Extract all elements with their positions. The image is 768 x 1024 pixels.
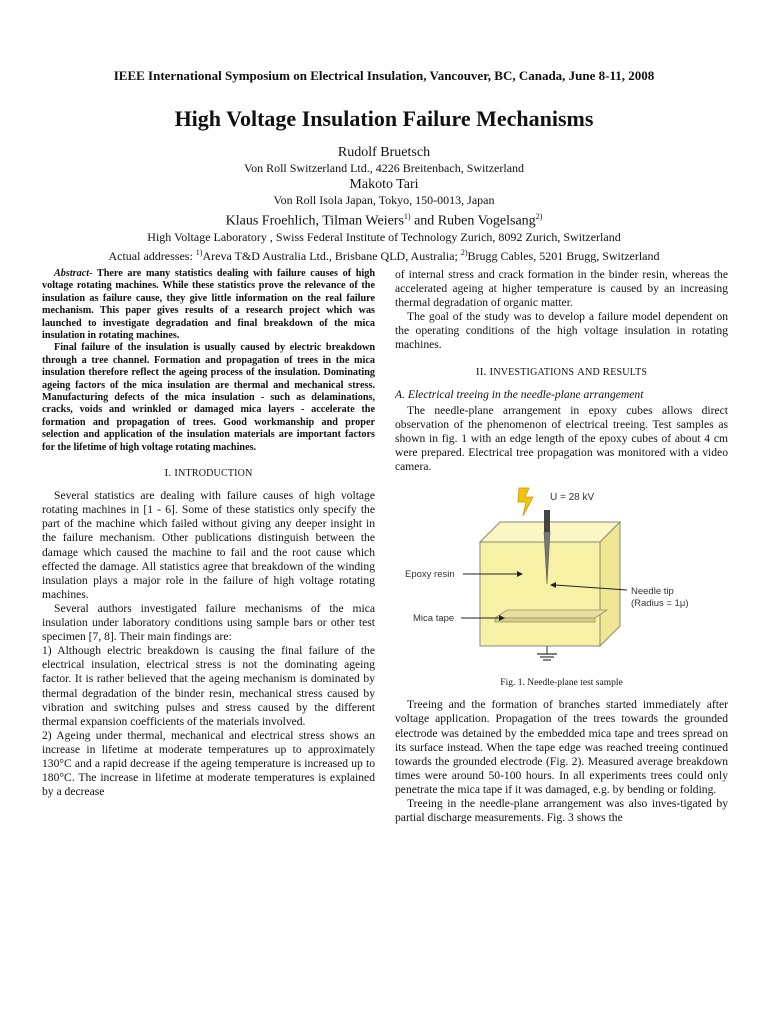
section-heading-investigations <box>395 365 728 380</box>
heading-rest: NTRODUCTION <box>178 468 253 480</box>
author-name: Makoto Tari <box>349 177 419 192</box>
heading-part: R <box>602 365 611 378</box>
heading-part: II. I <box>475 365 494 378</box>
body-paragraph: Treeing and the formation of branches started immediately after voltage application. Propagation of the trees towards the grounded electrode was detained by the embedded mica tape and trees spread on its surface instead. When the tape edge was reached treeing continued towards the grounded electrode (Fig. 2). Measured average breakdown times were around 50-100 hours. In all experiments trees could only penetrate the mica tape if it was damaged, e.g. by bending or folding. <box>395 698 728 796</box>
needle-tip-label: Needle tip <box>631 586 674 598</box>
body-paragraph: Several statistics are dealing with failure causes of high voltage rotating machines in [1 - 6]. Some of these statistics only specify the part of the machine which failed without giving any deeper insight in the failure mechanism. Other publications distinguish between the damage which caused the machine to fail and the root cause which effected the damage. All statistics agree that breakdown of the winding insulation plays a major role in the failure of high voltage rotating machines. <box>42 489 375 601</box>
cube-front-face <box>480 542 600 646</box>
body-paragraph: The needle-plane arrangement in epoxy cubes allows direct observation of the phenomenon of electrical treeing. Test samples as shown in fig. 1 with an edge length of the epoxy cubes of about 4 cm were prepared. Electrical tree propagation was monitored with a video camera. <box>395 403 728 474</box>
affiliation: Von Roll Switzerland Ltd., 4226 Breitenbach, Switzerland <box>243 161 525 175</box>
heading-part: ND <box>585 366 603 378</box>
body-paragraph: of internal stress and crack formation in the binder resin, whereas the accelerated ageing at higher temperature is caused by an increasing thermal degradation of organic matter. <box>395 268 728 310</box>
right-column <box>395 268 728 825</box>
author-name: Rudolf Bruetsch <box>337 145 431 160</box>
conference-header: IEEE International Symposium on Electrical Insulation, Vancouver, BC, Canada, June 8-11, 2008 <box>113 68 655 83</box>
body-paragraph: The goal of the study was to develop a failure model dependent on the operating conditions of the high voltage insulation in rotating machines. <box>395 310 728 352</box>
actual-addresses <box>40 245 728 264</box>
author-name: Klaus Froehlich, Tilman Weiers <box>225 213 404 229</box>
heading-part: ESULTS <box>610 366 648 378</box>
footnote-marker: 1) <box>403 212 411 221</box>
affiliation: Von Roll Isola Japan, Tokyo, 150-0013, Japan <box>273 193 495 207</box>
affiliation: High Voltage Laboratory , Swiss Federal Institute of Technology Zurich, 8092 Zurich, Switzerland <box>147 229 621 244</box>
body-paragraph: Several authors investigated failure mechanisms of the mica insulation under laboratory conditions using sample bars or other test specimen [7, 8]. Their main findings are: <box>42 601 375 644</box>
mica-tape <box>495 610 607 618</box>
footnote-marker: 1) <box>195 247 203 257</box>
footnote-marker: 2) <box>535 212 543 221</box>
mica-tape-edge <box>495 618 595 622</box>
needle-holder <box>544 510 550 532</box>
voltage-label: U = 28 kV <box>550 492 595 504</box>
mica-label: Mica tape <box>413 613 455 625</box>
author-names-group <box>40 208 728 230</box>
cube-side-face <box>600 522 620 646</box>
abstract-paragraph: Final failure of the insulation is usually caused by electric breakdown through a tree channel. Formation and propagation of trees in the mica insulation therefore reflect the ageing process of the insulation. Dominating ageing factors of the mica insulation are thermal and mechanical stress. Manufacturing defects of the mica insulation - such as delaminations, cracks, voids and wrinkled or damaged mica layers - accelerate the formation and propagation of trees. Good workmanship and proper selection and application of the insulation materials are important factors for the lifetime of high voltage rotating machines. <box>42 342 375 453</box>
abstract-text: There are many statistics dealing with failure causes of high voltage rotating machines. While these statistics prove the relevance of the insulation as failure cause, they give little information on the real failure mechanism. This paper gives results of a research project which was launched to investigate degradation and final breakdown of the mica insulation in rotating machines. <box>42 268 375 342</box>
left-column <box>42 268 375 799</box>
author-block <box>40 144 728 264</box>
heading-part: NVESTIGATIONS <box>493 366 577 378</box>
footnote-marker: 2) <box>460 247 468 257</box>
figure-caption: Fig. 1. Needle-plane test sample <box>500 678 623 689</box>
section-heading-introduction <box>42 466 375 481</box>
figure-needle-plane <box>395 484 728 672</box>
finding-item: 1) Although electric breakdown is causing the final failure of the electrical insulation, electrical stress is not the dominating ageing factor. It is rather believed that the ageing mechanism is dominated by thermal degradation of the binder resin, mechanical stress caused by vibration and switching pulses and stress caused by the different thermal expansion coefficients of the materials involved. <box>42 644 375 728</box>
finding-item: 2) Ageing under thermal, mechanical and electrical stress shows an increase in lifetime at moderate temperatures up to approximately 130°C and a rapid decrease if the ageing temperature is increased up to 180°C. The increase in lifetime at moderate temperatures is explained by a decrease <box>42 728 375 799</box>
needle-radius-label: (Radius = 1μ) <box>631 598 689 610</box>
epoxy-label: Epoxy resin <box>405 569 455 581</box>
address-text: Areva T&D Australia Ltd., Brisbane QLD, Australia; <box>202 248 461 263</box>
lightning-bolt-icon <box>518 488 533 516</box>
address-label: Actual addresses: <box>108 248 196 263</box>
paper-title: High Voltage Insulation Failure Mechanisms <box>174 106 594 131</box>
heading-prefix: I. I <box>164 467 179 480</box>
address-text: Brugg Cables, 5201 Brugg, Switzerland <box>467 248 660 263</box>
abstract <box>42 268 375 454</box>
figure-diagram <box>395 484 728 672</box>
body-paragraph: Treeing in the needle-plane arrangement was also inves-tigated by partial discharge measurements. Fig. 3 shows the <box>395 796 728 825</box>
abstract-lead: Abstract- <box>54 268 93 279</box>
subsection-heading: A. Electrical treeing in the needle-plane arrangement <box>395 387 644 401</box>
author-name: and Ruben Vogelsang <box>410 213 536 229</box>
heading-part: A <box>576 365 586 378</box>
abstract-paragraph <box>42 268 375 342</box>
